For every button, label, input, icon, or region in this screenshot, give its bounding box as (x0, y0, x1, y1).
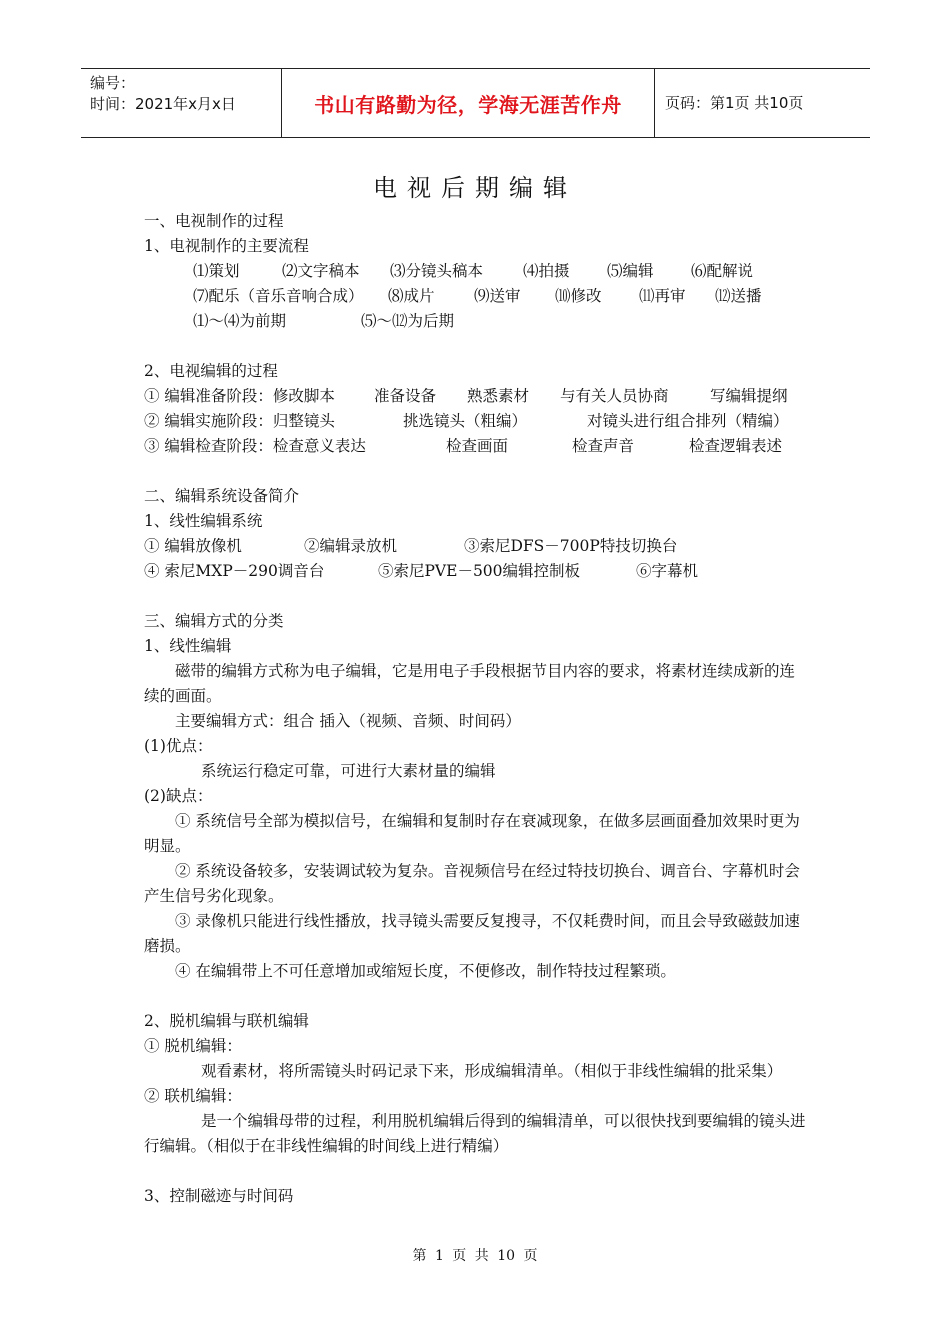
section-heading: 一、电视制作的过程 (144, 212, 284, 230)
header-meta-cell (81, 69, 282, 137)
advantages-label: (1)优点： (144, 737, 213, 755)
editing-stage-row (144, 434, 806, 459)
list-item: 检查画面 (446, 437, 509, 455)
disadvantages-label: (2)缺点： (144, 787, 213, 805)
list-item: 熟悉素材 (467, 387, 530, 405)
list-item: ⑴策划 (193, 262, 240, 280)
equipment-row (144, 559, 806, 584)
list-item: ⑸编辑 (607, 262, 654, 280)
list-item: ⑺配乐（音乐音响合成） (193, 287, 364, 305)
paragraph: 系统运行稳定可靠，可进行大素材量的编辑 (201, 762, 496, 780)
list-item: 写编辑提纲 (710, 387, 788, 405)
process-steps-row (144, 259, 806, 284)
subsection-heading: 2、电视编辑的过程 (144, 362, 278, 380)
list-item: ⑷拍摄 (523, 262, 570, 280)
page-footer: 第 1 页 共 10 页 (412, 1248, 538, 1264)
page-header (81, 68, 870, 138)
list-item: ⑽修改 (555, 287, 602, 305)
section-heading: 二、编辑系统设备简介 (144, 487, 300, 505)
paragraph: ① 系统信号全部为模拟信号，在编辑和复制时存在衰减现象，在做多层画面叠加效果时更为明显。 (144, 812, 800, 855)
list-item: ⑥字幕机 (636, 562, 699, 580)
document-number-label: 编号： (90, 74, 136, 92)
document-date: 时间：2021年x月x日 (90, 95, 236, 113)
header-page-number: 页码：第1页 共10页 (665, 93, 804, 112)
header-motto-cell (282, 69, 655, 137)
paragraph: ③ 录像机只能进行线性播放，找寻镜头需要反复搜寻，不仅耗费时间，而且会导致磁鼓加速磨损。 (144, 912, 800, 955)
list-item: ③ 编辑检查阶段：检查意义表达 (144, 437, 366, 455)
subsection-heading: 1、电视制作的主要流程 (144, 237, 309, 255)
list-item: 对镜头进行组合排列（精编） (587, 412, 789, 430)
list-item: 准备设备 (374, 387, 437, 405)
paragraph: ② 系统设备较多，安装调试较为复杂。音视频信号在经过特技切换台、调音台、字幕机时会产生信号劣化现象。 (144, 862, 800, 905)
header-page-cell (655, 69, 870, 137)
header-motto: 书山有路勤为径，学海无涯苦作舟 (314, 92, 622, 117)
list-item: ③索尼DFS－700P特技切换台 (464, 537, 678, 555)
subsection-heading: 2、脱机编辑与联机编辑 (144, 1012, 309, 1030)
document-body (144, 209, 806, 1209)
paragraph: 磁带的编辑方式称为电子编辑，它是用电子手段根据节目内容的要求，将素材连续成新的连续的画面。 (144, 662, 796, 705)
document-title: 电视后期编辑 (373, 174, 577, 202)
list-item: 与有关人员协商 (560, 387, 669, 405)
subsection-heading: 1、线性编辑 (144, 637, 232, 655)
list-item: ② 编辑实施阶段：归整镜头 (144, 412, 335, 430)
equipment-row (144, 534, 806, 559)
list-item: ⑹配解说 (691, 262, 754, 280)
process-steps-row (144, 309, 806, 334)
list-item: ⑵文字稿本 (282, 262, 360, 280)
paragraph: 观看素材，将所需镜头时码记录下来，形成编辑清单。（相似于非线性编辑的批采集） (201, 1062, 783, 1080)
paragraph: 是一个编辑母带的过程，利用脱机编辑后得到的编辑清单，可以很快找到要编辑的镜头进行编辑。（相似于在非线性编辑的时间线上进行精编） (144, 1112, 806, 1155)
list-item: 检查逻辑表述 (689, 437, 783, 455)
paragraph: ④ 在编辑带上不可任意增加或缩短长度，不便修改，制作特技过程繁琐。 (175, 962, 676, 980)
list-item: ⑴～⑷为前期 (193, 312, 287, 330)
online-editing-label: ② 联机编辑： (144, 1087, 242, 1105)
list-item: 检查声音 (572, 437, 635, 455)
editing-stage-row (144, 409, 806, 434)
paragraph: 主要编辑方式：组合 插入（视频、音频、时间码） (175, 712, 521, 730)
list-item: ⑸～⑿为后期 (361, 312, 455, 330)
list-item: ④ 索尼MXP－290调音台 (144, 562, 325, 580)
list-item: ① 编辑放像机 (144, 537, 242, 555)
list-item: ⑤索尼PVE－500编辑控制板 (378, 562, 581, 580)
list-item: ⑼送审 (474, 287, 521, 305)
list-item: ②编辑录放机 (304, 537, 398, 555)
process-steps-row (144, 284, 806, 309)
list-item: ⑾再审 (639, 287, 686, 305)
offline-editing-label: ① 脱机编辑： (144, 1037, 242, 1055)
list-item: ⑿送播 (715, 287, 762, 305)
list-item: ⑶分镜头稿本 (390, 262, 484, 280)
list-item: ⑻成片 (388, 287, 435, 305)
subsection-heading: 3、控制磁迹与时间码 (144, 1187, 294, 1205)
section-heading: 三、编辑方式的分类 (144, 612, 284, 630)
subsection-heading: 1、线性编辑系统 (144, 512, 263, 530)
list-item: 挑选镜头（粗编） (403, 412, 528, 430)
list-item: ① 编辑准备阶段：修改脚本 (144, 387, 335, 405)
editing-stage-row (144, 384, 806, 409)
